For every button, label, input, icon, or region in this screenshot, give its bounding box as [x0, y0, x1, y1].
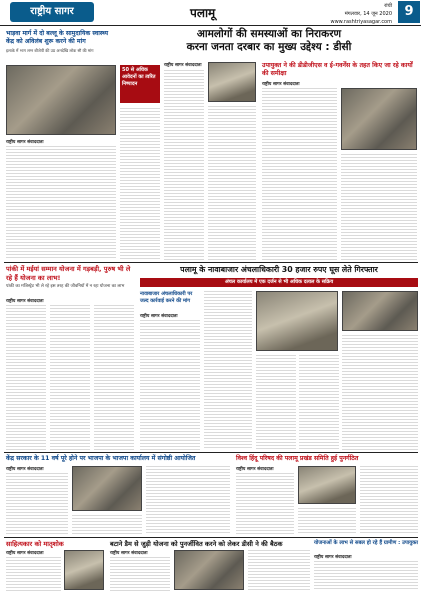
story7-byline: राष्ट्रीय सागर संवाददाता — [110, 551, 148, 556]
lead-body-col-1 — [164, 70, 204, 260]
lead-byline: राष्ट्रीय सागर संवाददाता — [164, 63, 202, 68]
story2-body-col-2 — [50, 305, 90, 450]
lead-body-col-2 — [208, 106, 256, 260]
story3-body-col-3 — [256, 355, 296, 450]
section-title: पलामू — [190, 6, 216, 20]
story3-subhead-banner: अंचल कार्यालय में एक दर्जन से भी अधिक दलाल के सक्रिय — [140, 278, 418, 287]
story5-body-col-3 — [360, 466, 418, 535]
dateline — [292, 2, 392, 26]
story3-headline: पलामू के नावाबाजार अंचलाधिकारी 30 हजार रुपए घूस लेते गिरफ्तार — [180, 265, 378, 274]
story4-photo — [72, 466, 142, 511]
lead-photo-small — [208, 62, 256, 102]
top-left-photo — [6, 65, 116, 135]
story6-byline: राष्ट्रीय सागर संवाददाता — [6, 551, 44, 556]
top-left-headline: भाड़वा मार्ग में दो बल्लू के सामुदायिक स्वास्थ्य केंद्र को अविलंब शुरू करने की मांग — [6, 30, 109, 45]
story2-body-col-3 — [94, 305, 134, 450]
top-left-body-text — [6, 146, 116, 260]
story6-body-col-1 — [6, 557, 61, 591]
lead-headline-block — [120, 28, 418, 54]
story6-photo — [64, 550, 104, 590]
lead-headline-line-2: करना जनता दरबार का मुख्य उद्देश्य : डीसी — [186, 41, 352, 53]
lead-headline-line-1: आमलोगों की समस्याओं का निराकरण — [196, 28, 342, 40]
story5-body-col-2 — [298, 508, 356, 535]
story3-body-col-5 — [342, 335, 418, 450]
story5-byline: राष्ट्रीय सागर संवाददाता — [236, 467, 274, 472]
city: रांची — [384, 3, 392, 9]
right-story-body-col-2 — [341, 154, 417, 260]
story4-headline: केंद्र सरकार के 11 वर्ष पूरे होने पर भाजपा के भाजपा कार्यालय में संगोष्ठी आयोजित — [6, 455, 196, 462]
story3-body-col-1 — [140, 320, 200, 450]
lead-body-col-0 — [120, 108, 160, 260]
story5-headline: विश्व हिंदू परिषद की पलामू प्रखंड समिति हुई पुनर्गठित — [236, 455, 359, 462]
right-story-headline: उपायुक्त ने की डीडीजीएस व ई-गवर्नेंस के तहत किए जा रहे कार्यों की समीक्षा — [262, 62, 413, 77]
story4-body-col-1 — [6, 473, 68, 535]
story6-headline: साहित्यकार को मातृशोक — [6, 540, 64, 548]
story7-headline: बटाने डैम से जुड़ी योजना को पुनर्जीवित करने को लेकर डीसी ने की बैठक — [110, 540, 283, 548]
story8-byline: राष्ट्रीय सागर संवाददाता — [314, 555, 352, 560]
story4-body-col-3 — [146, 466, 230, 535]
divider — [4, 537, 418, 538]
story7-body-col-1 — [110, 557, 170, 591]
page-number: 9 — [398, 1, 420, 23]
divider — [4, 262, 418, 263]
right-story-byline: राष्ट्रीय सागर संवाददाता — [262, 82, 300, 87]
newspaper-brand-logo: राष्ट्रीय सागर — [10, 2, 94, 22]
top-left-byline: राष्ट्रीय सागर संवाददाता — [6, 140, 44, 145]
top-left-subhead: इलाके में भाग लग्न बीजेपी की उप्र अनदेखि लोक सौ की मांग — [6, 48, 94, 53]
story3-photo-main — [256, 291, 338, 351]
story8-body-text — [314, 561, 418, 591]
story3-byline: राष्ट्रीय सागर संवाददाता — [140, 314, 178, 319]
story2-headline: पांकी में मईयां सम्मान योजना में गड़बड़ी, पुरुष भी ले रहे हैं योजना का लाभ! — [6, 265, 131, 282]
story2-byline: राष्ट्रीय सागर संवाददाता — [6, 299, 44, 304]
story4-body-col-2 — [72, 515, 142, 535]
story8-headline: योजनाओं के लाभ से सबल हो रहे हैं ग्रामीण : उपायुक्त — [314, 540, 418, 546]
right-story-body-col-1 — [262, 88, 337, 260]
story5-photo — [298, 466, 356, 504]
website: www.rashtriyasagar.com — [330, 19, 392, 25]
story7-body-col-2 — [248, 550, 310, 591]
story7-photo — [174, 550, 244, 590]
story2-body-col-1 — [6, 305, 46, 450]
top-left-callout: 50 से अधिक आवेदनों का त्वरित निष्पादन — [120, 65, 160, 103]
story3-body-col-4 — [299, 355, 339, 450]
masthead — [0, 0, 421, 26]
right-story-photo — [341, 88, 417, 150]
story4-byline: राष्ट्रीय सागर संवाददाता — [6, 467, 44, 472]
story2-subhead: पांकी का मजिस्ट्रेट भी ले रहे इस तरह की जीवनियों में न रहा योजना का लाभ — [6, 284, 125, 289]
issue-date: मंगलवार, 14 जून 2020 — [344, 11, 392, 17]
story3-photo-side — [342, 291, 418, 331]
story3-body-col-2 — [204, 291, 252, 450]
story5-body-col-1 — [236, 473, 294, 535]
divider — [4, 452, 418, 453]
story3-side-headline: नावाबाजार अंचलाधिकारी पर जल्द कार्रवाई करने की मांग — [140, 291, 193, 304]
